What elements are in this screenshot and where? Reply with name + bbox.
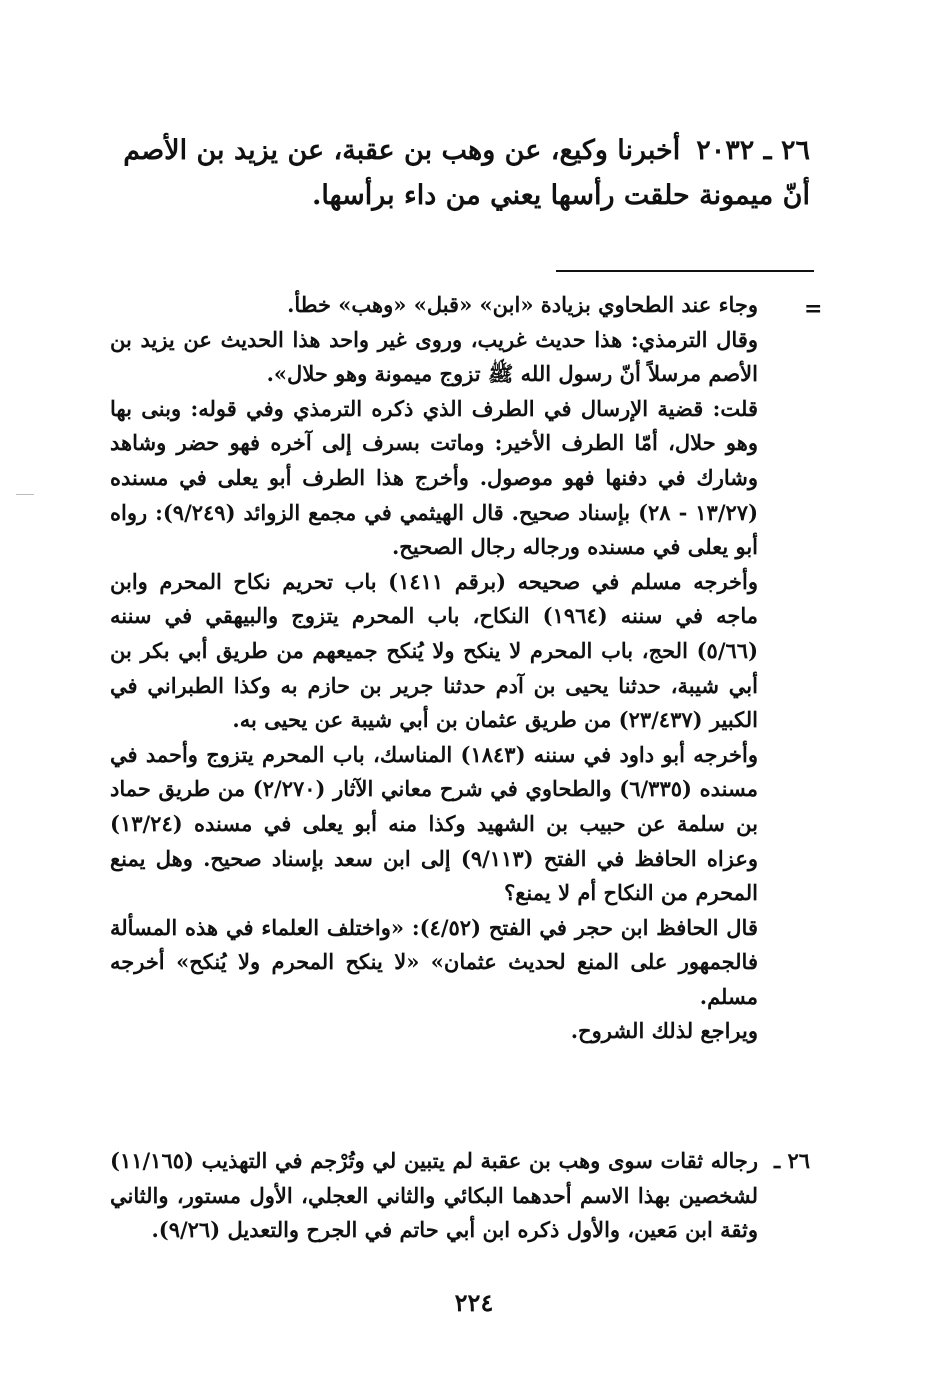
footnote-divider	[556, 270, 814, 272]
footnote-paragraph: وأخرجه أبو داود في سننه (١٨٤٣) المناسك، باب المحرم يتزوج وأحمد في مسنده (٦/٣٣٥) والطحاوي في شرح معاني الآثار (٢/٢٧٠) من طريق حماد بن سلمة عن حبيب بن الشهيد وكذا منه أبو يعلى في مسنده (١٣/٢٤) وعزاه الحافظ في الفتح (٩/١١٣) إلى ابن سعد بإسناد صحيح. وهل يمنع المحرم من النكاح أم لا يمنع؟	[110, 741, 758, 906]
page-number: ٢٢٤	[454, 1288, 494, 1317]
footnote-paragraph: قال الحافظ ابن حجر في الفتح (٤/٥٢): «واختلف العلماء في هذه المسألة فالجمهور على المنع لحديث عثمان» «لا ينكح المحرم ولا يُنكح» أخرجه مسلم.	[110, 914, 758, 1009]
footnote-26	[110, 1144, 810, 1248]
footnote-paragraph: قلت: قضية الإرسال في الطرف الذي ذكره الترمذي وفي قوله: وبنى بها وهو حلال، أمّا الطرف الأخير: وماتت بسرف إلى آخره فهو حضر وشاهد وشارك في دفنها فهو موصول. وأخرج هذا الطرف أبو يعلى في مسنده (١٣/٢٧ - ٢٨) بإسناد صحيح. قال الهيثمي في مجمع الزوائد (٩/٢٤٩): رواه أبو يعلى في مسنده ورجاله رجال الصحيح.	[110, 395, 758, 560]
hadith-text-line-1: أخبرنا وكيع، عن وهب بن عقبة، عن يزيد بن الأصم	[123, 135, 681, 166]
main-hadith-line-1	[110, 128, 810, 173]
footnote-paragraph: وجاء عند الطحاوي بزيادة «ابن» «قبل» «وهب» خطأ.	[287, 292, 758, 317]
footnote-number: ٢٦ ـ	[773, 1148, 810, 1173]
footnotes-continued	[110, 288, 758, 1049]
main-hadith-text	[110, 128, 810, 218]
footnote-paragraph: ويراجع لذلك الشروح.	[570, 1018, 758, 1044]
footnote-text: رجاله ثقات سوى وهب بن عقبة لم يتبين لي وتُرْجم في التهذيب (١١/١٦٥) لشخصين بهذا الاسم أحدهما البكائي والثاني العجلي، الأول مستور، والثاني وثقة ابن مَعين، والأول ذكره ابن أبي حاتم في الجرح والتعديل (٩/٢٦).	[110, 1148, 758, 1243]
continuation-mark: =	[804, 296, 823, 322]
hadith-text-line-2: أنّ ميمونة حلقت رأسها يعني من داء برأسها.	[312, 180, 810, 211]
footnote-paragraph: وأخرجه مسلم في صحيحه (برقم ١٤١١) باب تحريم نكاح المحرم وابن ماجه في سننه (١٩٦٤) النكاح، باب المحرم يتزوج والبيهقي في سننه (٥/٦٦) الحج، باب المحرم لا ينكح ولا يُنكح جميعهم من طريق أبي بكر بن أبي شيبة، حدثنا يحيى بن آدم حدثنا جرير بن حازم به وكذا الطبراني في الكبير (٢٣/٤٣٧) من طريق عثمان بن أبي شيبة عن يحيى به.	[110, 568, 758, 733]
margin-mark	[16, 494, 34, 495]
hadith-number: ٢٦ ـ ٢٠٣٢	[696, 135, 810, 166]
footnote-paragraph: وقال الترمذي: هذا حديث غريب، وروى غير واحد هذا الحديث عن يزيد بن الأصم مرسلاً أنّ رسول الله ﷺ تزوج ميمونة وهو حلال».	[110, 326, 758, 387]
